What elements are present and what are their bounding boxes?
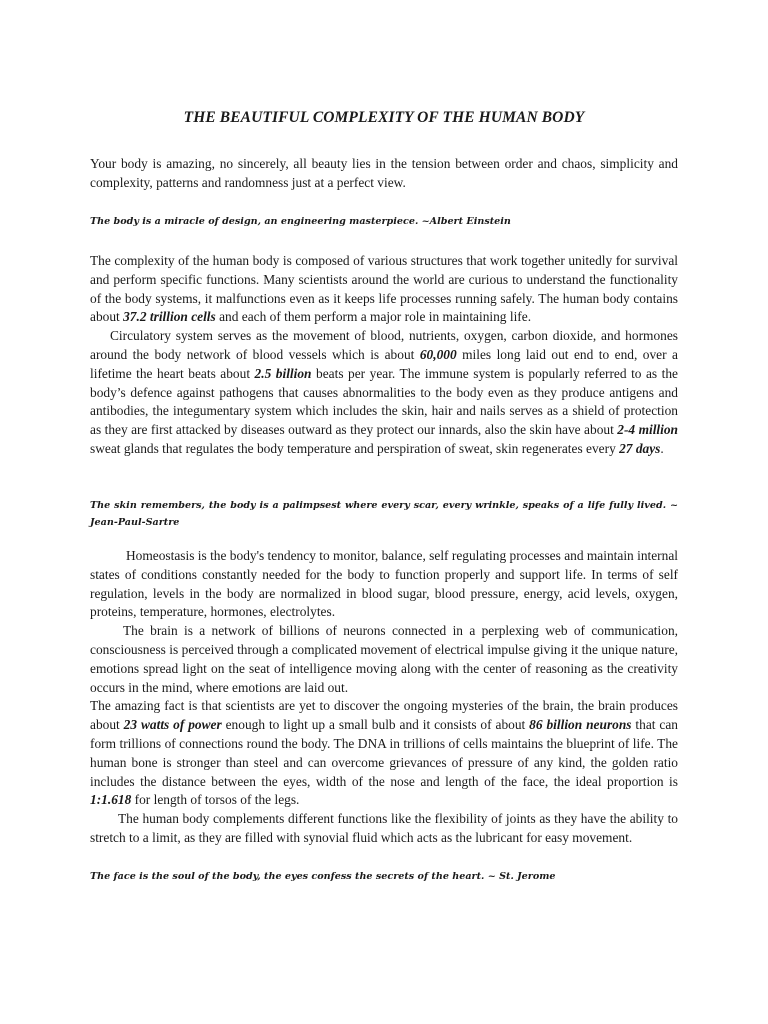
document-page <box>90 0 678 1024</box>
paragraph-homeostasis: Homeostasis is the body's tendency to monitor, balance, self regulating processes and maintain internal states of conditions constantly needed for the body to function properly and support life. In terms of self regulation, levels in the body are normalized in blood sugar, blood pressure, energy, acid levels, oxygen, proteins, temperature, hormones, electrolytes. <box>90 548 678 620</box>
section-homeostasis-brain <box>90 547 678 848</box>
highlight-cells: 37.2 trillion cells <box>123 309 216 325</box>
paragraph-circulatory <box>90 327 678 459</box>
highlight-sweat-glands: 2-4 million <box>617 422 679 438</box>
highlight-neurons: 86 billion neurons <box>529 717 632 733</box>
text-run: that can form trillions of connections round the body. The DNA in trillions of cells maintains the blueprint of life. The human bone is stronger than steel and can overcome grievances of pressure of any kind, the golden ratio includes the distance between the eyes, width of the nose and length of the face, the ideal proportion is <box>90 717 678 789</box>
paragraph-joints: The human body complements different functions like the flexibility of joints as they have the ability to stretch to a limit, as they are filled with synovial fluid which acts as the lubricant for easy movement. <box>90 811 678 845</box>
text-run: The amazing fact is that scientists are yet to discover the ongoing mysteries of the brain, the brain produces about <box>90 698 678 733</box>
intro-text: Your body is amazing, no sincerely, all beauty lies in the tension between order and chaos, simplicity and complexity, patterns and randomness just at a perfect view. <box>90 156 678 190</box>
text-run: Circulatory system serves as the movement of blood, nutrients, oxygen, carbon dioxide, and hormones around the body network of blood vessels which is about <box>90 328 678 362</box>
highlight-heartbeats: 2.5 billion <box>254 365 312 381</box>
highlight-miles: 60,000 <box>419 346 457 362</box>
text-run: miles long laid out end to end, over a lifetime the heart beats about <box>90 346 678 381</box>
text-run: . <box>660 440 664 456</box>
quote-sartre-text: The skin remembers, the body is a palimpsest where every scar, every wrinkle, speaks of a life fully lived. ~ Jean-Paul-Sartre <box>90 500 678 528</box>
text-run: sweat glands that regulates the body temperature and perspiration of sweat, skin regenerates every <box>90 440 620 456</box>
highlight-watts: 23 watts of power <box>123 717 222 733</box>
quote-st-jerome-text: The face is the soul of the body, the eyes confess the secrets of the heart. ~ St. Jerome <box>90 871 556 882</box>
highlight-skin-days: 27 days <box>619 440 661 456</box>
text-run: beats per year. The immune system is popularly referred to as the body’s defence against pathogens that causes abnormalities to the body even as they produce antigens and antibodies, the integumentary system which includes the skin, hair and nails serves as a shield of protection as they are first attacked by diseases outward as they protect our innards, also the skin have about <box>90 365 679 438</box>
quote-einstein <box>90 213 678 230</box>
text-run: enough to light up a small bulb and it consists of about <box>221 717 530 733</box>
text-run: The complexity of the human body is composed of various structures that work together unitedly for survival and perform specific functions. Many scientists around the world are curious to understand the functionality of the body systems, it malfunctions even as it keeps life processes running safely. The human body contains about <box>90 253 678 325</box>
intro-paragraph <box>90 155 678 193</box>
paragraph-complexity <box>90 252 678 327</box>
text-run: and each of them perform a major role in maintaining life. <box>215 309 532 325</box>
quote-st-jerome <box>90 868 678 885</box>
section-body-systems <box>90 252 678 459</box>
paragraph-brain: The brain is a network of billions of neurons connected in a perplexing web of communication, consciousness is perceived through a complicated movement of electrical impulse giving it the unique nature, emotions spread light on the seat of intelligence moving along with the center of reasoning as the creativity occurs in the mind, where emotions are laid out. <box>90 623 678 695</box>
text-run: for length of torsos of the legs. <box>131 792 300 808</box>
document-title: THE BEAUTIFUL COMPLEXITY OF THE HUMAN BODY <box>183 109 585 126</box>
quote-sartre <box>90 497 678 531</box>
paragraph-amazing-fact <box>90 697 678 810</box>
quote-einstein-text: The body is a miracle of design, an engineering masterpiece. ~Albert Einstein <box>90 216 511 227</box>
highlight-golden-ratio: 1:1.618 <box>90 792 132 808</box>
